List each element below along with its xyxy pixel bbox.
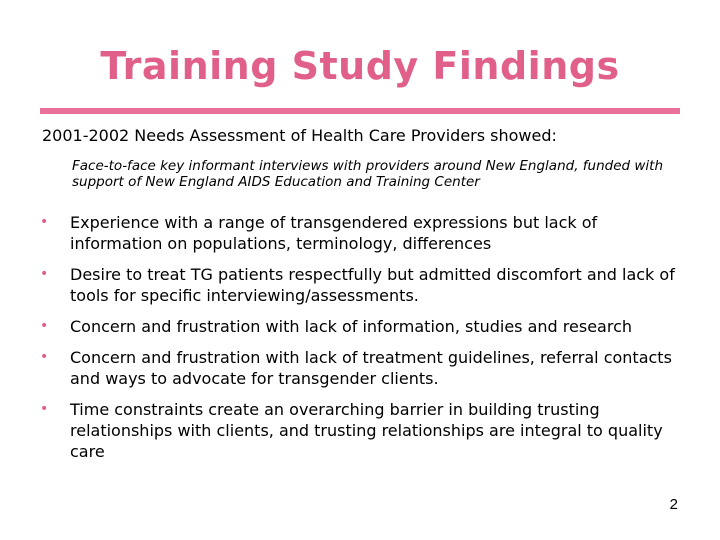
bullet-icon: •	[40, 349, 49, 365]
intro-text: 2001-2002 Needs Assessment of Health Care Providers showed:	[42, 126, 557, 145]
list-item	[40, 399, 680, 462]
findings-list	[40, 212, 680, 472]
bullet-icon: •	[40, 318, 49, 334]
slide-title: Training Study Findings	[100, 44, 620, 88]
bullet-icon: •	[40, 266, 49, 282]
list-item	[40, 347, 680, 389]
bullet-icon: •	[40, 214, 49, 230]
list-item-text: Desire to treat TG patients respectfully but admitted discomfort and lack of tools for specific interviewing/assessments.	[70, 265, 675, 305]
title-divider	[40, 108, 680, 114]
list-item-text: Concern and frustration with lack of information, studies and research	[70, 317, 633, 336]
list-item	[40, 212, 680, 254]
page-number: 2	[669, 496, 678, 513]
list-item	[40, 264, 680, 306]
method-note: Face-to-face key informant interviews with providers around New England, funded with support of New England AIDS Education and Training Center	[72, 158, 664, 190]
list-item-text: Concern and frustration with lack of treatment guidelines, referral contacts and ways to advocate for transgender clients.	[70, 348, 672, 388]
list-item-text: Experience with a range of transgendered expressions but lack of information on populations, terminology, differences	[70, 213, 598, 253]
bullet-icon: •	[40, 401, 49, 417]
list-item-text: Time constraints create an overarching barrier in building trusting relationships with clients, and trusting relationships are integral to quality care	[70, 400, 663, 461]
list-item	[40, 316, 680, 337]
